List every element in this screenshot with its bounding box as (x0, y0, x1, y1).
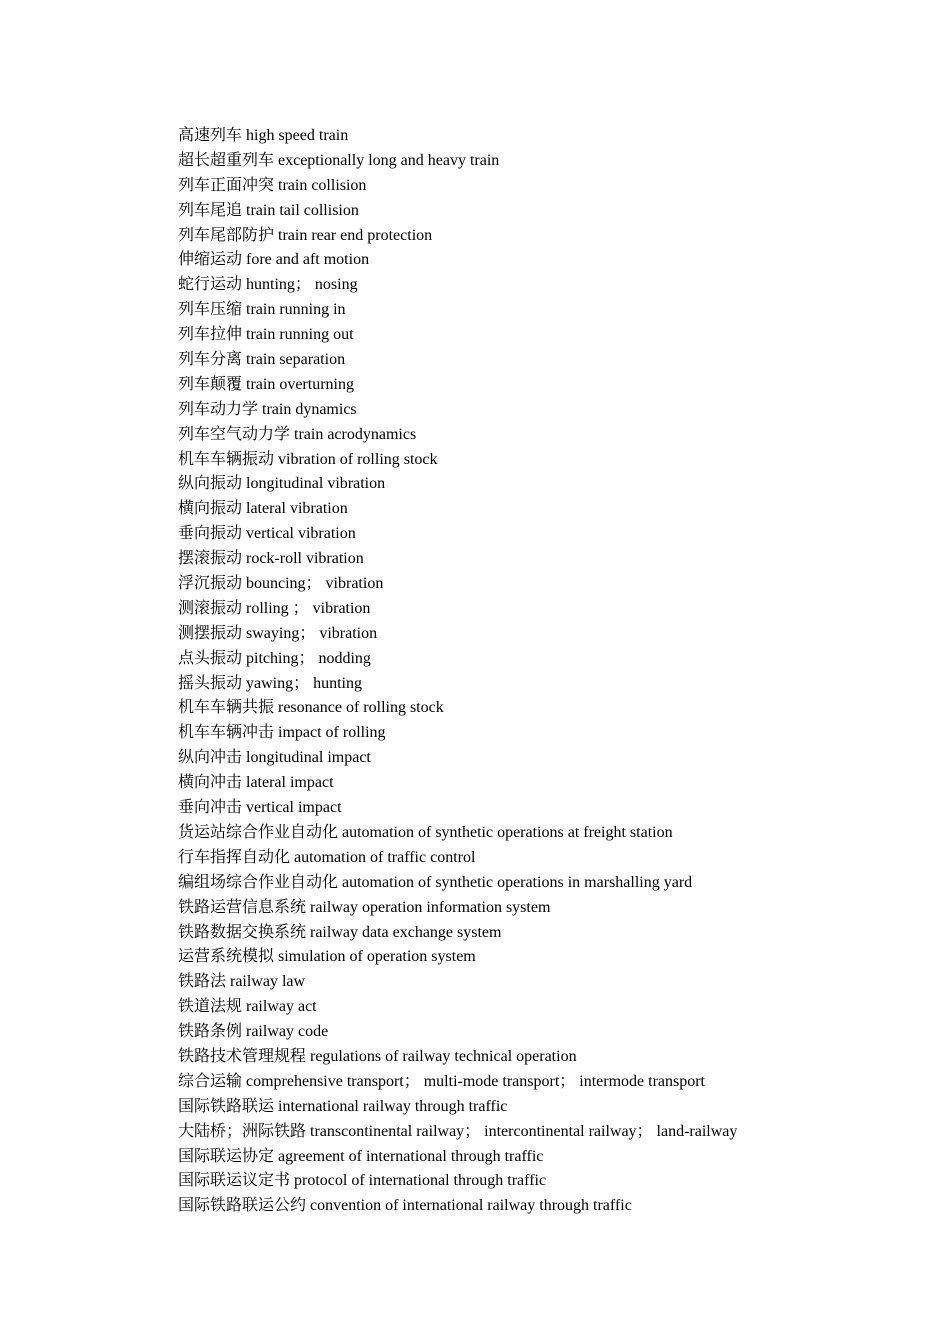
glossary-entry: 列车压缩 train running in (178, 301, 346, 319)
glossary-entry: 测滚振动 rolling ； vibration (178, 599, 371, 617)
glossary-entry: 列车正面冲突 train collision (178, 176, 367, 194)
glossary-entry: 列车颠覆 train overturning (178, 375, 354, 393)
glossary-entry: 国际联运议定书 protocol of international through traffic (178, 1172, 547, 1190)
glossary-entry: 列车空气动力学 train acrodynamics (178, 425, 417, 443)
glossary-entry: 列车拉伸 train running out (178, 326, 354, 344)
glossary-entry: 铁路数据交换系统 railway data exchange system (178, 923, 502, 941)
glossary-entry: 综合运输 comprehensive transport； multi-mode transport； intermode transport (178, 1072, 706, 1090)
glossary-entry: 测摆振动 swaying； vibration (178, 624, 378, 642)
glossary-entry: 编组场综合作业自动化 automation of synthetic operations in marshalling yard (178, 873, 693, 891)
glossary-entry: 纵向冲击 longitudinal impact (178, 749, 371, 767)
glossary-entry: 机车车辆共振 resonance of rolling stock (178, 699, 444, 717)
glossary-entry: 列车分离 train separation (178, 351, 346, 369)
glossary-entry: 横向冲击 lateral impact (178, 774, 334, 792)
glossary-list (178, 124, 878, 1219)
glossary-entry: 纵向振动 longitudinal vibration (178, 475, 386, 493)
glossary-entry: 铁路运营信息系统 railway operation information system (178, 898, 551, 916)
glossary-entry: 国际铁路联运 international railway through traffic (178, 1097, 508, 1115)
glossary-entry: 铁路条例 railway code (178, 1023, 329, 1041)
glossary-entry: 运营系统模拟 simulation of operation system (178, 948, 476, 966)
glossary-entry: 国际铁路联运公约 convention of international railway through traffic (178, 1197, 632, 1215)
glossary-entry: 垂向冲击 vertical impact (178, 799, 342, 817)
glossary-entry: 摆滚振动 rock-roll vibration (178, 550, 364, 568)
glossary-entry: 国际联运协定 agreement of international through traffic (178, 1147, 544, 1165)
glossary-entry: 铁道法规 railway act (178, 998, 317, 1016)
glossary-entry: 浮沉振动 bouncing； vibration (178, 575, 384, 593)
glossary-entry: 大陆桥；洲际铁路 transcontinental railway； intercontinental railway； land-railway (178, 1122, 738, 1140)
glossary-entry: 货运站综合作业自动化 automation of synthetic operations at freight station (178, 823, 673, 841)
glossary-entry: 高速列车 high speed train (178, 127, 349, 144)
glossary-entry: 摇头振动 yawing； hunting (178, 674, 362, 692)
glossary-entry: 列车动力学 train dynamics (178, 400, 357, 418)
glossary-entry: 伸缩运动 fore and aft motion (178, 251, 370, 269)
glossary-entry: 机车车辆振动 vibration of rolling stock (178, 450, 438, 468)
glossary-entry: 蛇行运动 hunting； nosing (178, 276, 358, 294)
glossary-entry: 横向振动 lateral vibration (178, 500, 348, 518)
glossary-entry: 铁路技术管理规程 regulations of railway technical operation (178, 1047, 577, 1065)
glossary-entry: 列车尾部防护 train rear end protection (178, 226, 433, 244)
glossary-entry: 列车尾追 train tail collision (178, 201, 359, 219)
glossary-entry: 铁路法 railway law (178, 973, 306, 991)
glossary-entry: 超长超重列车 exceptionally long and heavy train (178, 151, 500, 169)
glossary-entry: 机车车辆冲击 impact of rolling (178, 724, 386, 742)
glossary-entry: 行车指挥自动化 automation of traffic control (178, 848, 476, 866)
glossary-entry: 垂向振动 vertical vibration (178, 525, 356, 543)
glossary-entry: 点头振动 pitching； nodding (178, 649, 371, 667)
